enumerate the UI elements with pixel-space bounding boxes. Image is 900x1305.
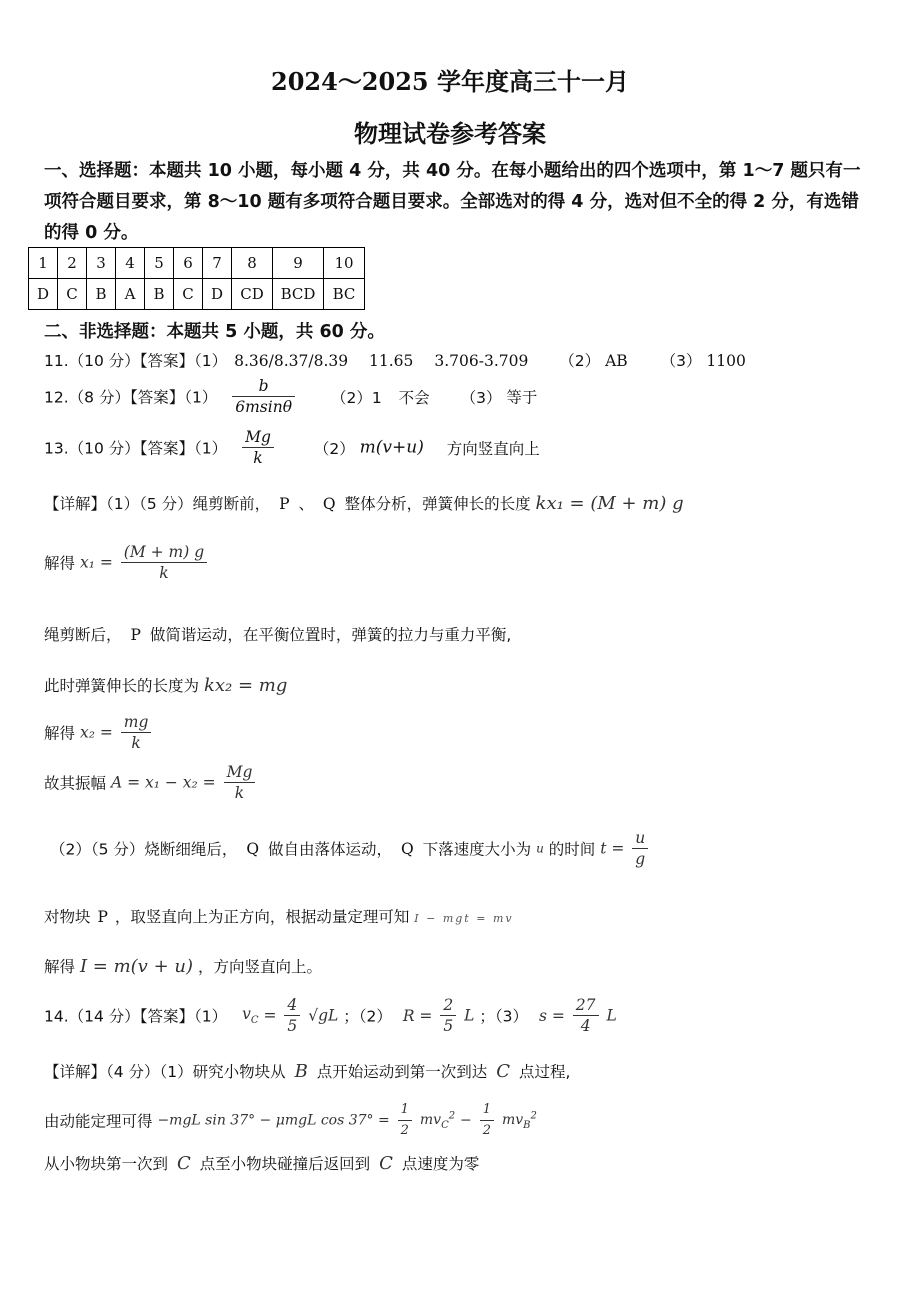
q14-half-fraction-1 [398,1100,412,1141]
q13-t-den: g [635,850,646,868]
q13-part2-post: 下落速度大小为 [422,840,532,859]
q14-vc [242,1004,259,1027]
table-cell: 1 [29,248,58,279]
q13-x1-fraction [121,542,207,583]
q14-half-den-2: 2 [482,1123,491,1138]
q13-stretch-text: 此时弹簧伸长的长度为 [44,677,200,695]
q13-solve1-label: 解得 [44,554,76,573]
q13-x2-den: k [131,734,141,752]
q14-detail-post: 点过程, [518,1063,571,1081]
q14-detail-mid: 点开始运动到第一次到达 [316,1063,488,1081]
q13-after-cut [44,623,511,645]
q14-vc-sub: C [250,1015,259,1027]
q13-a2-note: 方向竖直向上 [446,439,540,458]
table-cell: 4 [116,248,145,279]
q14-mvc-sub: C [441,1119,449,1131]
q13-sep: 、 [298,495,314,513]
q13-x2-fraction [121,712,152,753]
q11-p3: （3） [660,352,702,370]
section2-heading: 二、非选择题：本题共 5 小题，共 60 分。 [44,322,385,342]
q13-u: u [536,841,544,856]
q13-Q: Q [322,495,336,513]
table-cell: 10 [324,248,365,279]
q14-R-fraction [440,995,456,1036]
q13-amp-label: 故其振幅 [44,774,107,793]
page-title-line1: 2024～2025 学年度高三十一月 [271,67,629,96]
answer-table-answers-row [29,279,365,310]
q12-answer [44,376,537,417]
q14-C2: C [176,1153,191,1174]
table-cell: C [174,279,203,310]
table-cell: C [58,279,87,310]
q14-half-den-1: 2 [400,1123,409,1138]
q12-label: 12.（8 分）【答案】（1） [44,388,218,407]
q13-t-fraction [632,828,648,869]
q14-R: R = [402,1006,433,1025]
q14-mvc2: $mv_C^2$ [419,1110,456,1131]
q14-label: 14.（14 分）【答案】（1） [44,1007,228,1026]
q13-P2: P [130,626,141,644]
q12-p2: （2）1 [330,388,382,407]
q14-vc-symbol: v [242,1004,251,1023]
q13-after-cut-pre: 绳剪断后， [44,626,122,644]
q14-mvb2: $mv_B^2$ [501,1110,537,1131]
q14-detail [44,1060,570,1082]
q14-last-pre: 从小物块第一次到 [44,1155,169,1173]
q14-last [44,1152,479,1174]
q14-last-post: 点速度为零 [401,1155,480,1173]
q14-minus: − [460,1112,472,1129]
q13-label: 13.（10 分）【答案】（1） [44,439,228,458]
q14-sep2: ；（3） [479,1007,529,1026]
q13-detail-1 [44,492,684,514]
q12-a2: 不会 [398,388,430,407]
q14-sep1: ；（2） [343,1007,392,1026]
q14-mvb-symbol: mv [501,1111,524,1128]
q13-Q2: Q [246,839,260,858]
table-cell: 8 [232,248,273,279]
page-title-line2: 物理试卷参考答案 [354,119,546,148]
q13-amp-eq: A = x₁ − x₂ = [110,773,216,792]
q14-answer [44,995,617,1036]
q13-t-num: u [632,828,648,849]
answer-table-numbers-row [29,248,365,279]
q13-detail1-post: 整体分析，弹簧伸长的长度 [344,495,531,513]
table-cell: CD [232,279,273,310]
q13-momentum [44,905,514,927]
q14-detail-pre: 【详解】（4 分）（1）研究小物块从 [44,1063,286,1081]
q14-s-L: L [606,1006,617,1025]
q13-solve-1 [44,542,210,583]
q14-last-mid: 点至小物块碰撞后返回到 [199,1155,371,1173]
q13-solve-2 [44,712,154,753]
q13-momentum-post: ，取竖直向上为正方向，根据动量定理可知 [114,908,410,926]
q11-a1b: 11.65 [369,352,414,370]
q11-label: 11.（10 分）【答案】（1） [44,352,228,370]
q13-solve-3 [44,955,322,977]
table-cell: 5 [145,248,174,279]
q14-s-den: 4 [580,1017,591,1035]
q13-x2: x₂ = [79,723,113,742]
table-cell: BC [324,279,365,310]
q13-answer [44,427,540,468]
q13-x1-den: k [159,564,169,582]
q13-momentum-eq: I − mgt = mv [414,912,514,925]
q13-P3: P [97,908,108,926]
table-cell: 3 [87,248,116,279]
q13-fraction [242,427,274,468]
q13-part2-mid: 做自由落体运动， [268,840,393,859]
q13-solve3-label: 解得 [44,958,76,976]
q14-energy [44,1100,537,1141]
q12-a3: 等于 [506,388,538,407]
q11-answer [44,349,746,371]
table-cell: 6 [174,248,203,279]
q14-half-num-2: 1 [480,1100,494,1121]
q12-fraction [232,376,295,417]
q14-C3: C [379,1153,393,1174]
q13-x1-num: (M + m) g [121,542,207,563]
q13-x1: x₁ = [79,553,113,572]
q14-mvc-symbol: mv [419,1111,442,1128]
table-cell: D [29,279,58,310]
table-cell: A [116,279,145,310]
q14-C: C [496,1061,510,1082]
q13-part2-pre: （2）（5 分）烧断细绳后， [50,840,238,859]
q14-B: B [294,1061,308,1082]
q11-a3: 1100 [706,352,746,370]
q11-a1: 8.36/8.37/8.39 [234,352,349,370]
q13-amplitude [44,762,258,803]
q14-vc-root: √gL [308,1006,339,1025]
q13-eq2: kx₂ = mg [203,675,288,696]
q12-p3: （3） [460,388,502,407]
q13-a2: m(v+u) [359,437,424,458]
q11-a1c: 3.706-3.709 [434,352,529,370]
q14-half-num-1: 1 [398,1100,412,1121]
q14-R-den: 5 [443,1017,454,1035]
q13-stretch [44,674,287,696]
q13-part2 [50,828,651,869]
q13-part2-time: 的时间 [548,840,596,859]
table-cell: D [203,279,232,310]
q14-energy-left: −mgL sin 37° − μmgL cos 37° = [157,1112,390,1129]
q13-amp-fraction [224,762,256,803]
q14-energy-label: 由动能定理可得 [44,1112,153,1131]
table-cell: B [87,279,116,310]
q14-mvb-sub: B [523,1119,531,1131]
q12-frac-num: b [232,376,295,397]
q13-after-cut-post: 做简谐运动，在平衡位置时，弹簧的拉力与重力平衡, [149,626,512,644]
q14-vc-den: 5 [287,1017,298,1035]
section1-instructions: 一、选择题：本题共 10 小题，每小题 4 分，共 40 分。在每小题给出的四个选项中，第 1～7 题只有一项符合题目要求，第 8～10 题有多项符合题目要求。全部选对的得 4 分，选对但不全的得 2 分，有选错的得 0 分。 [44,161,861,243]
q14-eq-sign: = [263,1006,277,1025]
table-cell: 2 [58,248,87,279]
q13-frac-den: k [253,449,263,467]
q13-I-eq: I = m(v + u) [79,956,193,977]
q13-Q3: Q [400,839,414,858]
q13-detail1-pre: 【详解】（1）（5 分）绳剪断前， [44,495,271,513]
q11-p2: （2） [559,352,601,370]
q13-solve3-post: ，方向竖直向上。 [197,958,322,976]
q13-x2-num: mg [121,712,152,733]
q14-vc-num: 4 [284,995,300,1016]
table-cell: 9 [273,248,324,279]
q13-t-eq: t = [600,839,625,858]
q14-vc-fraction [284,995,300,1036]
q14-s: s = [538,1006,565,1025]
table-cell: BCD [273,279,324,310]
q13-momentum-pre: 对物块 [44,908,91,926]
q13-frac-num: Mg [242,427,274,448]
q14-s-fraction [573,995,599,1036]
q14-half-fraction-2 [480,1100,494,1141]
q13-amp-den: k [234,784,245,802]
q12-frac-den: 6msinθ [235,398,293,416]
q11-a2: AB [605,352,628,370]
table-cell: 7 [203,248,232,279]
q14-R-L: L [464,1006,475,1025]
q13-P: P [279,495,290,513]
q14-s-num: 27 [573,995,599,1016]
q13-amp-num: Mg [224,762,256,783]
q13-eq1: kx₁ = (M + m) g [535,493,684,514]
answer-table [28,247,365,310]
q13-solve2-label: 解得 [44,724,76,743]
table-cell: B [145,279,174,310]
q13-p2: （2） [313,439,355,458]
q14-R-num: 2 [440,995,456,1016]
